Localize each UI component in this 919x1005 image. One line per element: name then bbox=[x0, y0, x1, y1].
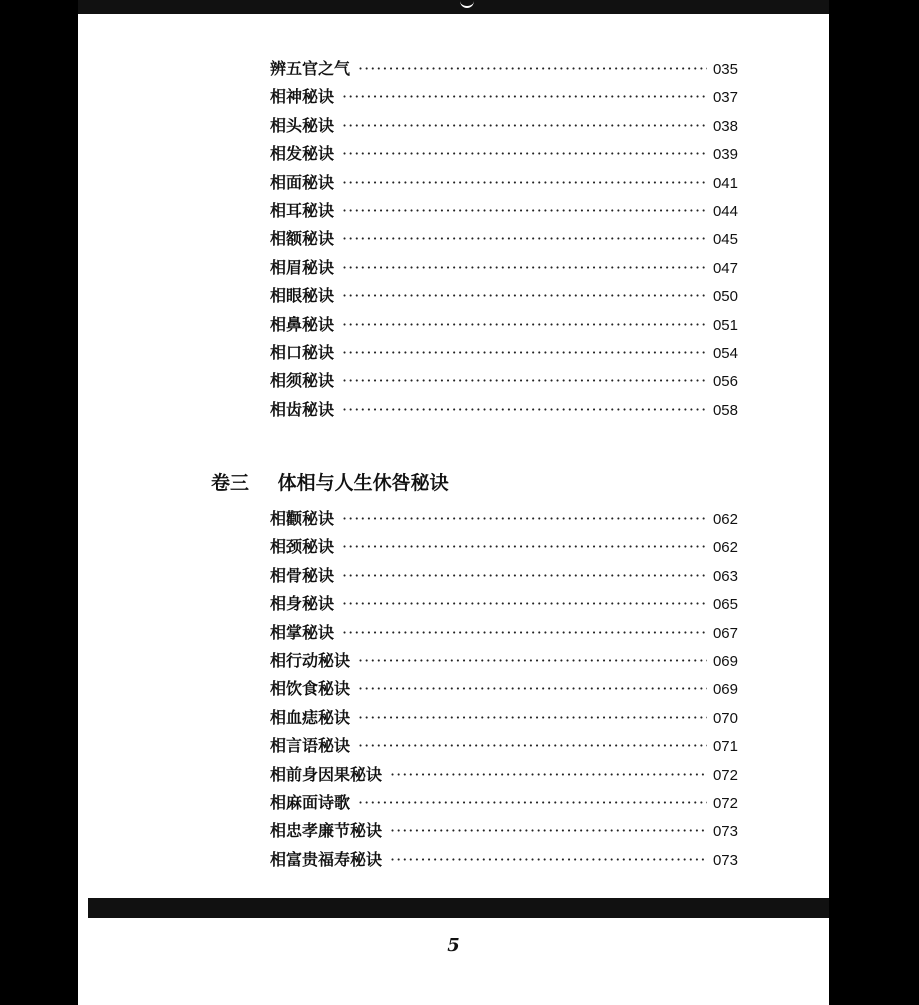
toc-entry bbox=[270, 733, 738, 761]
toc-entry bbox=[270, 283, 738, 311]
toc-entry bbox=[270, 226, 738, 254]
toc-entry-title: 相发秘诀 bbox=[270, 144, 335, 164]
toc-entry-title: 相头秘诀 bbox=[270, 115, 335, 135]
toc-entry-title: 相饮食秘诀 bbox=[270, 679, 351, 699]
toc-entry-page: 039 bbox=[712, 146, 738, 164]
toc-leader-dots bbox=[342, 594, 707, 613]
toc-entry-title: 相前身因果秘诀 bbox=[270, 764, 383, 784]
toc-entry bbox=[270, 198, 738, 226]
toc-leader-dots bbox=[342, 566, 707, 585]
toc-entry-page: 073 bbox=[712, 851, 738, 869]
toc-entry bbox=[270, 818, 738, 846]
toc-entry bbox=[270, 113, 738, 141]
toc-leader-dots bbox=[342, 116, 707, 135]
page-number: 5 bbox=[447, 935, 460, 956]
toc-entry-title: 相行动秘诀 bbox=[270, 650, 351, 670]
toc-entry-page: 069 bbox=[712, 681, 738, 699]
toc-entry-page: 050 bbox=[712, 288, 738, 306]
toc-entry-page: 071 bbox=[712, 738, 738, 756]
toc-leader-dots bbox=[358, 736, 707, 755]
toc-entry-page: 058 bbox=[712, 401, 738, 419]
toc-entry bbox=[270, 534, 738, 562]
toc-entry-title: 相掌秘诀 bbox=[270, 622, 335, 642]
top-border-bar bbox=[78, 0, 829, 14]
toc-entry-title: 相言语秘诀 bbox=[270, 736, 351, 756]
toc-entry-page: 056 bbox=[712, 373, 738, 391]
toc-entry-page: 037 bbox=[712, 89, 738, 107]
toc-leader-dots bbox=[342, 400, 707, 419]
toc-leader-dots bbox=[342, 144, 707, 163]
toc-entry-title: 相额秘诀 bbox=[270, 229, 335, 249]
toc-entry-title: 相身秘诀 bbox=[270, 594, 335, 614]
toc-leader-dots bbox=[342, 371, 707, 390]
toc-leader-dots bbox=[342, 286, 707, 305]
toc-entry-page: 062 bbox=[712, 511, 738, 528]
toc-entry-page: 047 bbox=[712, 259, 738, 277]
toc-entry-page: 073 bbox=[712, 823, 738, 841]
toc-entry-title: 相齿秘诀 bbox=[270, 399, 335, 419]
toc-leader-dots bbox=[358, 59, 707, 78]
toc-entry bbox=[270, 397, 738, 425]
toc-leader-dots bbox=[342, 173, 707, 192]
toc-entry bbox=[270, 255, 738, 283]
toc-entry-page: 065 bbox=[712, 596, 738, 614]
toc-leader-dots bbox=[358, 793, 707, 812]
toc-entry-title: 相颈秘诀 bbox=[270, 537, 335, 557]
toc-leader-dots bbox=[358, 708, 707, 727]
toc-entry-page: 072 bbox=[712, 794, 738, 812]
bottom-border-bar bbox=[88, 898, 829, 918]
toc-entry bbox=[270, 340, 738, 368]
toc-leader-dots bbox=[390, 765, 707, 784]
toc-entry-page: 038 bbox=[712, 117, 738, 135]
toc-entry bbox=[270, 170, 738, 198]
toc-entry-title: 相须秘诀 bbox=[270, 371, 335, 391]
toc-leader-dots bbox=[342, 537, 707, 556]
toc-entry-title: 辨五官之气 bbox=[270, 59, 351, 78]
section-number: 卷三 bbox=[211, 472, 250, 494]
toc-entry-title: 相麻面诗歌 bbox=[270, 792, 351, 812]
toc-leader-dots bbox=[390, 850, 707, 869]
toc-leader-dots bbox=[358, 651, 707, 670]
toc-entry bbox=[270, 141, 738, 169]
toc-entry-title: 相口秘诀 bbox=[270, 342, 335, 362]
toc-leader-dots bbox=[342, 315, 707, 334]
section-heading bbox=[211, 468, 449, 495]
toc-entry bbox=[270, 762, 738, 790]
toc-entry bbox=[270, 648, 738, 676]
toc-leader-dots bbox=[342, 87, 707, 106]
toc-entry bbox=[270, 591, 738, 619]
toc-entry bbox=[270, 368, 738, 396]
toc-entry-page: 054 bbox=[712, 344, 738, 362]
toc-leader-dots bbox=[342, 201, 707, 220]
toc-entry-page: 067 bbox=[712, 624, 738, 642]
toc-entry-title: 相忠孝廉节秘诀 bbox=[270, 821, 383, 841]
toc-entry-title: 相富贵福寿秘诀 bbox=[270, 849, 383, 869]
toc-leader-dots bbox=[358, 679, 707, 698]
toc-list-2 bbox=[270, 506, 738, 875]
toc-entry bbox=[270, 676, 738, 704]
toc-entry-title: 相眼秘诀 bbox=[270, 286, 335, 306]
toc-entry bbox=[270, 563, 738, 591]
toc-list-1 bbox=[270, 56, 738, 425]
section-title: 体相与人生休咎秘诀 bbox=[277, 472, 449, 494]
toc-entry-page: 035 bbox=[712, 61, 738, 78]
toc-entry-title: 相鼻秘诀 bbox=[270, 314, 335, 334]
toc-entry-page: 062 bbox=[712, 539, 738, 557]
toc-entry-title: 相眉秘诀 bbox=[270, 257, 335, 277]
toc-entry bbox=[270, 56, 738, 84]
toc-entry-title: 相耳秘诀 bbox=[270, 200, 335, 220]
toc-entry-page: 063 bbox=[712, 567, 738, 585]
toc-leader-dots bbox=[390, 821, 707, 840]
toc-entry-page: 069 bbox=[712, 652, 738, 670]
toc-entry-page: 041 bbox=[712, 174, 738, 192]
toc-leader-dots bbox=[342, 623, 707, 642]
toc-entry-page: 045 bbox=[712, 231, 738, 249]
toc-entry bbox=[270, 705, 738, 733]
toc-leader-dots bbox=[342, 509, 707, 528]
toc-leader-dots bbox=[342, 258, 707, 277]
toc-entry bbox=[270, 84, 738, 112]
toc-entry bbox=[270, 847, 738, 875]
toc-entry-title: 相神秘诀 bbox=[270, 87, 335, 107]
toc-entry bbox=[270, 312, 738, 340]
toc-entry bbox=[270, 506, 738, 534]
toc-entry-page: 051 bbox=[712, 316, 738, 334]
toc-entry-title: 相面秘诀 bbox=[270, 172, 335, 192]
toc-leader-dots bbox=[342, 343, 707, 362]
document-page bbox=[78, 0, 829, 1005]
toc-entry bbox=[270, 620, 738, 648]
toc-entry-page: 072 bbox=[712, 766, 738, 784]
toc-entry-title: 相血痣秘诀 bbox=[270, 707, 351, 727]
toc-entry-page: 044 bbox=[712, 202, 738, 220]
toc-entry-title: 相骨秘诀 bbox=[270, 565, 335, 585]
toc-leader-dots bbox=[342, 229, 707, 248]
toc-entry-title: 相颧秘诀 bbox=[270, 509, 335, 528]
toc-entry bbox=[270, 790, 738, 818]
toc-entry-page: 070 bbox=[712, 709, 738, 727]
